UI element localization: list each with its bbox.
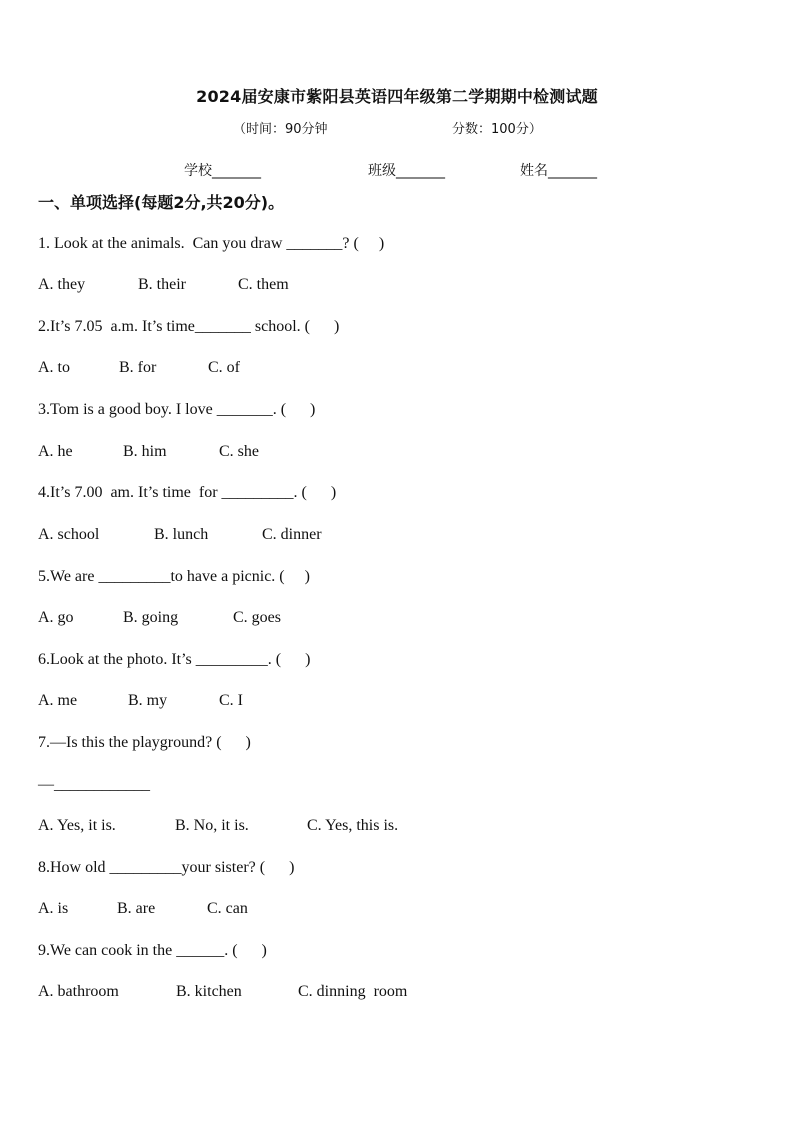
options-8 xyxy=(0,899,794,919)
option-c[interactable]: C. can xyxy=(207,900,248,917)
question-9: 9.We can cook in the ______. ( ) xyxy=(38,942,267,959)
option-b[interactable]: B. my xyxy=(128,692,168,709)
option-a[interactable]: A. to xyxy=(38,359,70,376)
name-field[interactable]: 姓名_______ xyxy=(520,163,597,179)
options-5 xyxy=(0,608,794,628)
option-c[interactable]: C. goes xyxy=(233,609,281,626)
question-2: 2.It’s 7.05 a.m. It’s time_______ school. ( ) xyxy=(38,318,340,335)
options-3 xyxy=(0,442,794,462)
school-field[interactable]: 学校_______ xyxy=(184,163,261,179)
options-2 xyxy=(0,358,794,378)
question-7: 7.—Is this the playground? ( ) xyxy=(38,734,251,751)
total-score: 分数：100分） xyxy=(452,122,542,137)
question-8: 8.How old _________your sister? ( ) xyxy=(38,859,295,876)
question-1: 1. Look at the animals. Can you draw _______? ( ) xyxy=(38,235,385,252)
options-9 xyxy=(0,982,794,1002)
answer-line[interactable]: —____________ xyxy=(38,776,150,793)
options-1 xyxy=(0,275,794,295)
option-b[interactable]: B. lunch xyxy=(154,526,209,543)
exam-info xyxy=(0,118,794,138)
option-c[interactable]: C. dinning room xyxy=(298,983,408,1000)
option-a[interactable]: A. he xyxy=(38,443,73,460)
option-a[interactable]: A. school xyxy=(38,526,100,543)
option-c[interactable]: C. of xyxy=(208,359,240,376)
class-field[interactable]: 班级_______ xyxy=(368,163,445,179)
question-3: 3.Tom is a good boy. I love _______. ( ) xyxy=(38,401,316,418)
option-c[interactable]: C. Yes, this is. xyxy=(307,817,399,834)
question-4: 4.It’s 7.00 am. It’s time for _________. ( ) xyxy=(38,484,337,501)
question-6: 6.Look at the photo. It’s _________. ( ) xyxy=(38,651,311,668)
option-c[interactable]: C. she xyxy=(219,443,259,460)
option-b[interactable]: B. are xyxy=(117,900,156,917)
option-b[interactable]: B. kitchen xyxy=(176,983,242,1000)
option-a[interactable]: A. bathroom xyxy=(38,983,119,1000)
options-4 xyxy=(0,525,794,545)
option-b[interactable]: B. for xyxy=(119,359,157,376)
option-b[interactable]: B. him xyxy=(123,443,167,460)
option-a[interactable]: A. they xyxy=(38,276,86,293)
option-a[interactable]: A. is xyxy=(38,900,69,917)
exam-title: 2024届安康市紫阳县英语四年级第二学期期中检测试题 xyxy=(196,87,598,106)
option-a[interactable]: A. Yes, it is. xyxy=(38,817,116,834)
option-a[interactable]: A. go xyxy=(38,609,74,626)
options-6 xyxy=(0,691,794,711)
time-limit: （时间：90分钟 xyxy=(233,122,328,137)
options-7 xyxy=(0,816,794,836)
option-c[interactable]: C. dinner xyxy=(262,526,322,543)
option-b[interactable]: B. their xyxy=(138,276,186,293)
section-heading: 一、单项选择(每题2分,共20分)。 xyxy=(38,193,285,212)
option-b[interactable]: B. No, it is. xyxy=(175,817,249,834)
option-b[interactable]: B. going xyxy=(123,609,179,626)
option-c[interactable]: C. I xyxy=(219,692,243,709)
question-5: 5.We are _________to have a picnic. ( ) xyxy=(38,568,310,585)
student-info-fields xyxy=(0,160,794,180)
option-c[interactable]: C. them xyxy=(238,276,289,293)
option-a[interactable]: A. me xyxy=(38,692,78,709)
